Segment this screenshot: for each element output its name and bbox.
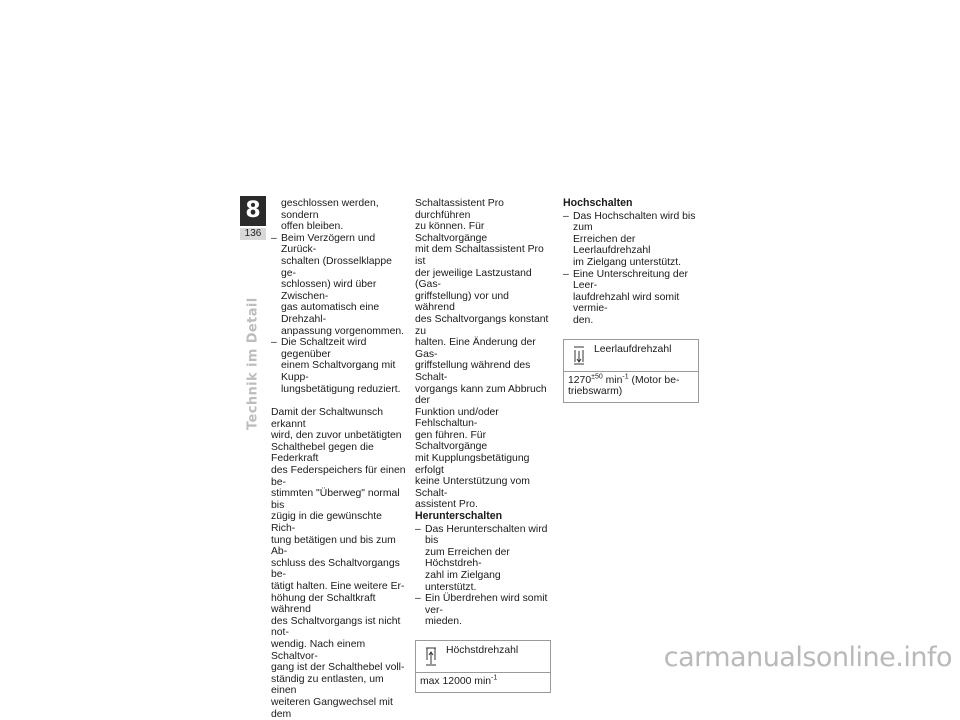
text-line: lungsbetätigung reduziert. [281, 383, 401, 395]
spec-value-tolerance: ±50 [591, 373, 603, 381]
list-item [563, 211, 699, 269]
text-line: den. [573, 314, 594, 326]
text-line: anpassung vorgenommen. [281, 325, 405, 337]
list-item [415, 524, 551, 594]
section-heading: Herunterschalten [415, 510, 503, 523]
text-line: griffstellung während des Schalt- [415, 360, 531, 383]
spec-header [564, 340, 698, 372]
text-line: – Eine Unterschreitung der Leer- [573, 268, 688, 292]
spec-value-number: 1270 [568, 374, 592, 386]
text-line: tätigt halten. Eine weitere Er- [271, 581, 405, 592]
section-heading: Hochschalten [563, 197, 633, 209]
text-line: – Das Herunterschalten wird bis [425, 523, 548, 547]
text-line: Schaltassistent Pro durchführen [415, 198, 504, 221]
text-line: des Schaltvorgangs konstant zu [415, 313, 549, 337]
text-line: offen bleiben. [281, 221, 344, 233]
text-line: des Federspeichers für einen be- [271, 465, 406, 488]
text-line: wird, den zuvor unbetätigten [271, 430, 402, 442]
chapter-title: Technik im Detail [245, 297, 261, 430]
spec-value-text: max 12000 min [420, 675, 492, 687]
text-line: wendig. Nach einem Schaltvor- [271, 638, 366, 662]
text-line: gen führen. Für Schaltvorgänge [415, 429, 488, 453]
idle-gauge-icon [572, 345, 586, 367]
text-line: mit Kupplungsbetätigung erfolgt [415, 453, 530, 476]
text-line: Damit der Schaltwunsch erkannt [271, 407, 384, 430]
text-line: tung betätigen und bis zum Ab- [271, 534, 396, 558]
spec-box-max-rpm [415, 640, 551, 693]
text-line: Schalthebel gegen die Federkraft [271, 441, 374, 465]
spec-value-unit: min [602, 374, 623, 386]
spec-value [564, 372, 698, 402]
text-line: vorgangs kann zum Abbruch der [415, 383, 547, 407]
spec-value-note: triebswarm) [568, 386, 623, 398]
list-item [271, 337, 407, 395]
column-2 [415, 198, 551, 693]
text-line: zu können. Für Schaltvorgänge [415, 221, 488, 244]
spec-title: Höchstdrehzahl [446, 644, 519, 656]
text-line: ständig zu entlasten, um einen [271, 673, 384, 697]
text-line: höhung der Schaltkraft während [271, 592, 376, 616]
column-1 [271, 198, 407, 720]
spec-value-exponent: -1 [622, 373, 629, 381]
spec-header [416, 641, 550, 673]
text-line: schalten (Drosselklappe ge- [281, 255, 392, 279]
text-line: geschlossen werden, sondern [281, 198, 379, 221]
text-line: der jeweilige Lastzustand (Gas- [415, 267, 532, 291]
text-line: griffstellung) vor und während [415, 290, 509, 314]
text-line: stimmten "Überweg" normal bis [271, 488, 400, 511]
text-line: assistent Pro. [415, 499, 478, 511]
list-item [415, 593, 551, 628]
text-line: zahl im Zielgang unterstützt. [425, 570, 501, 593]
text-line: weiteren Gangwechsel mit dem [271, 696, 393, 720]
spec-value-note: (Motor be- [628, 374, 680, 386]
text-line: zügig in die gewünschte Rich- [271, 511, 382, 535]
page-number: 136 [240, 228, 266, 240]
chapter-number: 8 [240, 196, 266, 226]
text-line: – Ein Überdrehen wird somit ver- [425, 593, 548, 616]
text-line: schluss des Schaltvorgangs be- [271, 557, 400, 581]
spec-value [416, 673, 550, 692]
text-line: gang ist der Schalthebel voll- [271, 662, 405, 674]
text-line: zum Erreichen der Höchstdreh- [425, 546, 510, 570]
text-line: halten. Eine Änderung der Gas- [415, 337, 536, 360]
text-line: keine Unterstützung vom Schalt- [415, 476, 530, 499]
text-line: laufdrehzahl wird somit vermie- [573, 291, 680, 315]
chapter-title-vertical [240, 240, 266, 430]
text-line: des Schaltvorgangs ist nicht not- [271, 615, 401, 639]
list-item [271, 233, 407, 337]
text-line: Erreichen der Leerlaufdrehzahl [573, 233, 651, 257]
chapter-tab [240, 196, 266, 240]
text-line: gas automatisch eine Drehzahl- [281, 302, 380, 325]
spec-value-exponent: -1 [491, 674, 498, 682]
column-3 [563, 198, 699, 403]
list-item [563, 269, 699, 327]
text-line: im Zielgang unterstützt. [573, 256, 681, 268]
watermark: carmanualsonline.info [663, 642, 952, 673]
paragraph [271, 407, 407, 720]
text-line: mieden. [425, 616, 462, 628]
text-line: Funktion und/oder Fehlschaltun- [415, 406, 499, 430]
text-line: einem Schaltvorgang mit Kupp- [281, 360, 396, 383]
spec-title: Leerlaufdrehzahl [594, 343, 672, 355]
paragraph [415, 198, 551, 511]
continuation-text [271, 198, 407, 233]
text-line: – Beim Verzögern und Zurück- [281, 232, 376, 256]
spec-box-idle-rpm [563, 339, 699, 403]
rpm-gauge-icon [424, 646, 438, 668]
text-line: – Die Schaltzeit wird gegenüber [281, 337, 367, 360]
text-line: mit dem Schaltassistent Pro ist [415, 244, 544, 267]
text-line: schlossen) wird über Zwischen- [281, 279, 377, 302]
text-line: – Das Hochschalten wird bis zum [573, 210, 696, 234]
